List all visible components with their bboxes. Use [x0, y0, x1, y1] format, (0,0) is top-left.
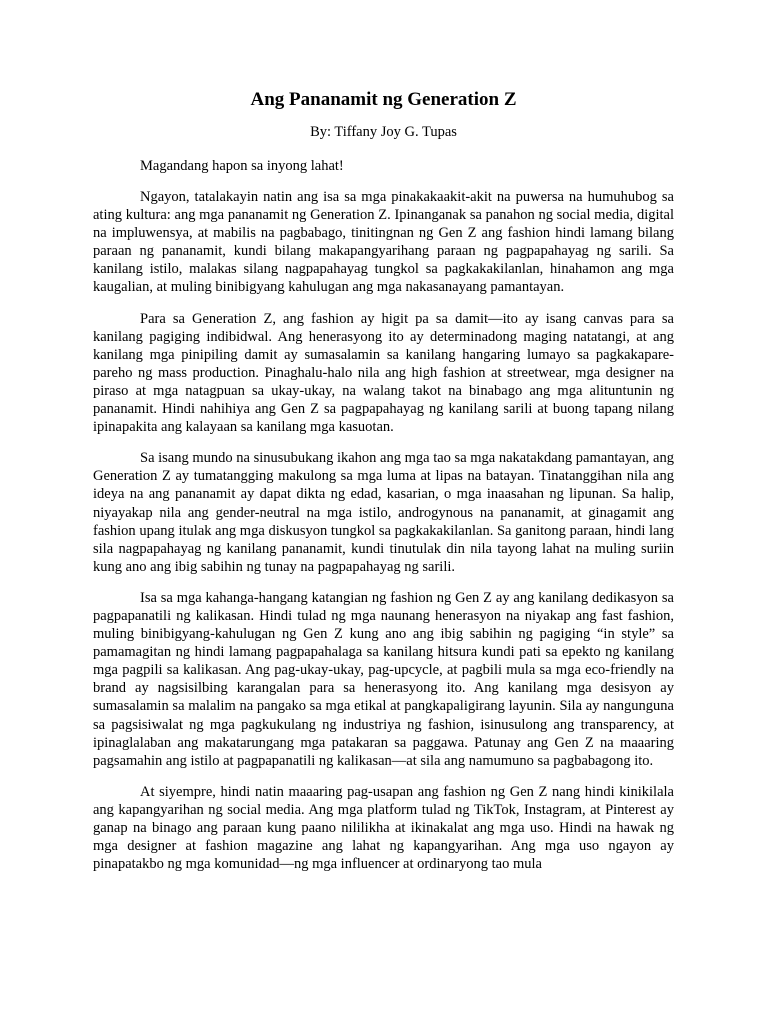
- body-paragraph-5: At siyempre, hindi natin maaaring pag-usapan ang fashion ng Gen Z nang hindi kinikilala ang kapangyarihan ng social media. Ang mga platform tulad ng TikTok, Instagram, at Pinterest ay ganap na binago ang paraan kung paano nililikha at ikinakalat ang mga uso. Hindi na hawak ng mga designer at fashion magazine ang lahat ng kapangyarihan. Ang mga uso ngayon ay pinapatakbo ng mga komunidad—ng mga influencer at ordinaryong tao mula: [93, 783, 674, 873]
- document-page: [93, 88, 674, 873]
- document-title: Ang Pananamit ng Generation Z: [250, 89, 517, 110]
- body-paragraph-1: Ngayon, tatalakayin natin ang isa sa mga pinakakaakit-akit na puwersa na humuhubog sa ating kultura: ang mga pananamit ng Generation Z. Ipinanganak sa panahon ng social media, digital na impluwensya, at mabilis na pagbabago, tinitingnan ng Gen Z ang fashion hindi lamang bilang paraan ng pananamit, kundi bilang makapangyarihang paraan ng pagpapahayag ng sarili. Sa kanilang istilo, malakas silang nagpapahayag tungkol sa pagkakakilanlan, hinahamon ang mga kaugalian, at muling binibigyang kahulugan ang mga nakasanayang pamantayan.: [93, 189, 674, 296]
- body-paragraph-4: Isa sa mga kahanga-hangang katangian ng fashion ng Gen Z ay ang kanilang dedikasyon sa pagpapanatili ng kalikasan. Hindi tulad ng mga naunang henerasyon na niyakap ang fast fashion, muling binibigyang-kahulugan ng Gen Z kung ano ang ibig sabihin ng pagiging “in style” sa pamamagitan ng hindi lamang pagpapahalaga sa kanilang hitsura kundi pati sa epekto ng kanilang mga pagpili sa kalikasan. Ang pag-ukay-ukay, pag-upcycle, at pagbili mula sa mga eco-friendly na brand ay nagsisilbing karangalan para sa henerasyong ito. Ang kanilang mga desisyon ay sumasalamin sa malalim na pangako sa mga etikal at pangkapaligirang layunin. Sila ay nangunguna sa pagsisiwalat ng mga pagkukulang ng industriya ng fashion, isinusulong ang transparency, at ipinaglalaban ang makatarungang mga patakaran sa paggawa. Patunay ang Gen Z na maaaring pagsamahin ang istilo at pagpapanatili ng kalikasan—at sila ang namumuno sa pagbabagong ito.: [93, 589, 674, 769]
- author-byline: By: Tiffany Joy G. Tupas: [310, 124, 457, 140]
- body-paragraph-2: Para sa Generation Z, ang fashion ay higit pa sa damit—ito ay isang canvas para sa kanilang pagiging indibidwal. Ang henerasyong ito ay determinadong maging natatangi, at ang kanilang mga pinipiling damit ay sumasalamin sa kanilang hangaring lumayo sa pagkakapare-pareho ng mass production. Pinaghalu-halo nila ang high fashion at streetwear, mga designer na piraso at mga natagpuan sa ukay-ukay, na walang takot na binabago ang mga alituntunin ng pananamit. Hindi nahihiya ang Gen Z sa pagpapahayag ng kanilang sarili at buong tapang nilang ipinapakita ang kalayaan sa kanilang mga kasuotan.: [93, 310, 674, 436]
- greeting-paragraph: Magandang hapon sa inyong lahat!: [140, 158, 344, 174]
- body-paragraph-3: Sa isang mundo na sinusubukang ikahon ang mga tao sa mga nakatakdang pamantayan, ang Generation Z ay tumatangging makulong sa mga luma at lipas na batayan. Tinatanggihan nila ang ideya na ang pananamit ay dapat dikta ng edad, kasarian, o mga inaasahan ng lipunan. Sa halip, niyayakap nila ang gender-neutral na mga istilo, androgynous na pananamit, at ginagamit ang fashion upang itulak ang mga diskusyon tungkol sa pagkakakilanlan. Sa ganitong paraan, hindi lang sila nagpapahayag ng kanilang pananamit, kundi tinutulak din nila tayong lahat na muling suriin kung ano ang ibig sabihin ng tunay na pagpapahayag ng sarili.: [93, 450, 674, 575]
